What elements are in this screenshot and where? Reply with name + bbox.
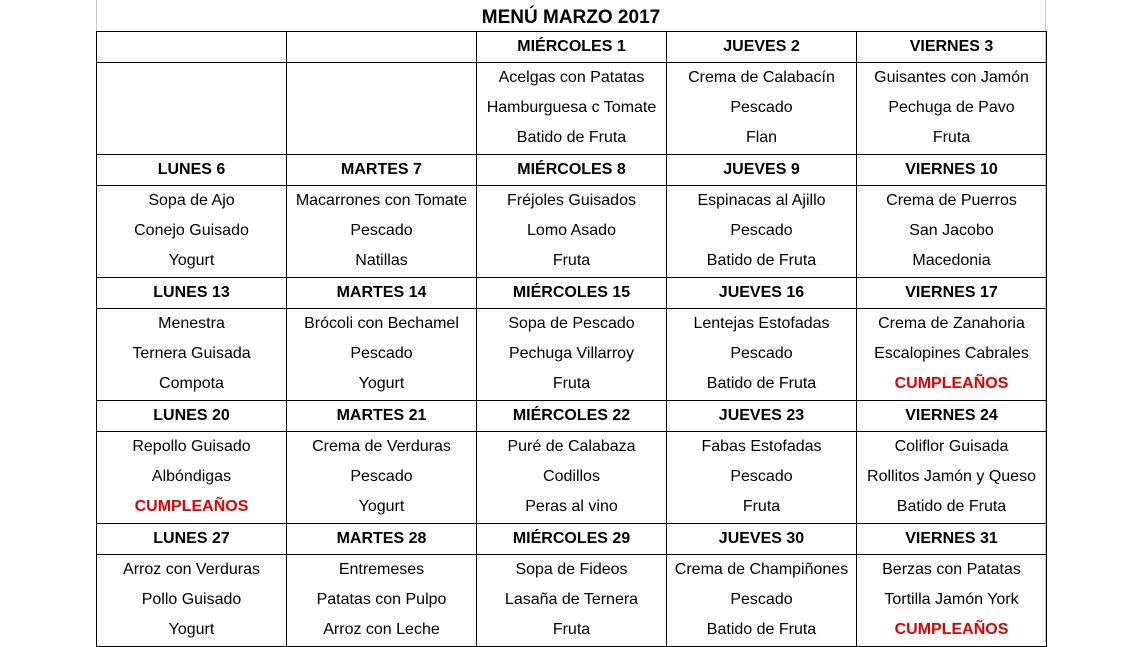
day-dishes-cell <box>287 555 477 647</box>
day-dishes-cell <box>97 555 287 647</box>
dish-item: Crema de Zanahoria <box>878 315 1025 332</box>
day-dishes-cell <box>857 309 1047 401</box>
dish-item: Ternera Guisada <box>132 345 251 362</box>
day-dishes-cell <box>97 186 287 278</box>
dish-item: Sopa de Ajo <box>148 192 235 209</box>
dish-item: Escalopines Cabrales <box>874 345 1029 362</box>
dish-item: Sopa de Fideos <box>515 561 628 578</box>
day-dishes-cell <box>667 186 857 278</box>
day-dishes-cell <box>287 186 477 278</box>
day-dishes-cell <box>287 432 477 524</box>
week-header-row <box>97 401 1047 432</box>
dish-item: Batido de Fruta <box>706 252 817 269</box>
week-header-row <box>97 524 1047 555</box>
day-label: JUEVES 30 <box>667 524 857 555</box>
day-label: MIÉRCOLES 15 <box>477 278 667 309</box>
day-dishes-cell <box>477 186 667 278</box>
day-dishes-cell <box>477 432 667 524</box>
day-label: LUNES 6 <box>97 155 287 186</box>
day-label: JUEVES 16 <box>667 278 857 309</box>
day-dishes-cell <box>477 555 667 647</box>
dish-item: Yogurt <box>168 621 215 638</box>
day-label <box>287 32 477 63</box>
dish-item: Albóndigas <box>151 468 232 485</box>
day-label: VIERNES 24 <box>857 401 1047 432</box>
dish-item: Pollo Guisado <box>141 591 242 608</box>
day-dishes-cell <box>667 309 857 401</box>
day-label: JUEVES 23 <box>667 401 857 432</box>
day-label: MARTES 21 <box>287 401 477 432</box>
dish-item: Lasaña de Ternera <box>504 591 639 608</box>
day-dishes-cell <box>857 186 1047 278</box>
dish-item: Fruta <box>552 375 591 392</box>
dish-item: Menestra <box>158 315 225 332</box>
day-label: MIÉRCOLES 8 <box>477 155 667 186</box>
dish-item: Macarrones con Tomate <box>295 192 468 209</box>
dish-item: Fruta <box>932 129 971 146</box>
day-dishes-cell <box>477 309 667 401</box>
dish-item: Coliflor Guisada <box>894 438 1009 455</box>
dish-item: Patatas con Pulpo <box>316 591 447 608</box>
dish-item: Crema de Verduras <box>312 438 451 455</box>
dish-item: Codillos <box>543 468 600 485</box>
dish-item: Batido de Fruta <box>706 375 817 392</box>
day-dishes-cell <box>97 309 287 401</box>
dish-item: Flan <box>745 129 778 146</box>
dish-item: Compota <box>159 375 224 392</box>
dish-item: Acelgas con Patatas <box>498 69 645 86</box>
dish-item: San Jacobo <box>909 222 994 239</box>
day-label: VIERNES 17 <box>857 278 1047 309</box>
day-dishes-cell <box>97 432 287 524</box>
day-label: MARTES 28 <box>287 524 477 555</box>
day-dishes-cell <box>857 555 1047 647</box>
dish-item: Yogurt <box>358 498 405 515</box>
dish-item: Espinacas al Ajillo <box>697 192 826 209</box>
birthday-highlight: CUMPLEAÑOS <box>894 621 1009 638</box>
dish-item: Rollitos Jamón y Queso <box>867 468 1036 485</box>
day-label: MIÉRCOLES 29 <box>477 524 667 555</box>
dish-item: Pescado <box>730 99 793 116</box>
dish-item: Pescado <box>730 591 793 608</box>
dish-item: Pescado <box>730 345 793 362</box>
day-label: MARTES 14 <box>287 278 477 309</box>
dish-item: Pescado <box>730 222 793 239</box>
dish-item: Natillas <box>355 252 408 269</box>
day-dishes-cell <box>287 309 477 401</box>
week-dishes-row <box>97 309 1047 401</box>
day-dishes-cell <box>667 555 857 647</box>
day-label: MARTES 7 <box>287 155 477 186</box>
day-label: MIÉRCOLES 1 <box>477 32 667 63</box>
dish-item: Yogurt <box>168 252 215 269</box>
dish-item: Puré de Calabaza <box>507 438 636 455</box>
day-dishes-cell <box>477 63 667 155</box>
dish-item: Pescado <box>350 222 413 239</box>
day-dishes-cell <box>857 63 1047 155</box>
day-dishes-cell <box>97 63 287 155</box>
dish-item: Fruta <box>552 252 591 269</box>
day-label: VIERNES 31 <box>857 524 1047 555</box>
dish-item: Batido de Fruta <box>706 621 817 638</box>
week-header-row <box>97 278 1047 309</box>
day-dishes-cell <box>287 63 477 155</box>
dish-item: Crema de Puerros <box>886 192 1017 209</box>
dish-item: Repollo Guisado <box>132 438 251 455</box>
dish-item: Conejo Guisado <box>134 222 249 239</box>
dish-item: Pescado <box>730 468 793 485</box>
menu-table <box>96 31 1047 647</box>
dish-item: Crema de Champiñones <box>674 561 849 578</box>
day-label <box>97 32 287 63</box>
dish-item: Arroz con Leche <box>323 621 440 638</box>
day-label: JUEVES 2 <box>667 32 857 63</box>
dish-item: Hamburguesa c Tomate <box>486 99 657 116</box>
dish-item: Guisantes con Jamón <box>874 69 1029 86</box>
dish-item: Fréjoles Guisados <box>507 192 636 209</box>
dish-item: Brócoli con Bechamel <box>304 315 459 332</box>
day-label: LUNES 27 <box>97 524 287 555</box>
dish-item: Lentejas Estofadas <box>693 315 830 332</box>
dish-item: Entremeses <box>338 561 425 578</box>
dish-item: Berzas con Patatas <box>882 561 1021 578</box>
birthday-highlight: CUMPLEAÑOS <box>894 375 1009 392</box>
day-label: LUNES 20 <box>97 401 287 432</box>
dish-item: Fabas Estofadas <box>701 438 822 455</box>
dish-item: Fruta <box>552 621 591 638</box>
day-dishes-cell <box>667 63 857 155</box>
week-dishes-row <box>97 555 1047 647</box>
dish-item: Yogurt <box>358 375 405 392</box>
dish-item: Batido de Fruta <box>516 129 627 146</box>
day-dishes-cell <box>857 432 1047 524</box>
dish-item: Macedonia <box>912 252 991 269</box>
day-dishes-cell <box>667 432 857 524</box>
week-dishes-row <box>97 63 1047 155</box>
day-label: MIÉRCOLES 22 <box>477 401 667 432</box>
dish-item: Pechuga de Pavo <box>888 99 1015 116</box>
week-dishes-row <box>97 432 1047 524</box>
day-label: VIERNES 3 <box>857 32 1047 63</box>
week-header-row <box>97 32 1047 63</box>
day-label: VIERNES 10 <box>857 155 1047 186</box>
birthday-highlight: CUMPLEAÑOS <box>134 498 249 515</box>
dish-item: Pescado <box>350 468 413 485</box>
day-label: JUEVES 9 <box>667 155 857 186</box>
menu-title: MENÚ MARZO 2017 <box>481 7 661 28</box>
dish-item: Arroz con Verduras <box>123 561 260 578</box>
dish-item: Batido de Fruta <box>896 498 1007 515</box>
dish-item: Pescado <box>350 345 413 362</box>
week-header-row <box>97 155 1047 186</box>
dish-item: Sopa de Pescado <box>508 315 635 332</box>
dish-item: Peras al vino <box>525 498 618 515</box>
day-label: LUNES 13 <box>97 278 287 309</box>
dish-item: Fruta <box>742 498 781 515</box>
week-dishes-row <box>97 186 1047 278</box>
dish-item: Pechuga Villarroy <box>508 345 635 362</box>
dish-item: Lomo Asado <box>527 222 616 239</box>
dish-item: Tortilla Jamón York <box>884 591 1019 608</box>
dish-item: Crema de Calabacín <box>688 69 835 86</box>
